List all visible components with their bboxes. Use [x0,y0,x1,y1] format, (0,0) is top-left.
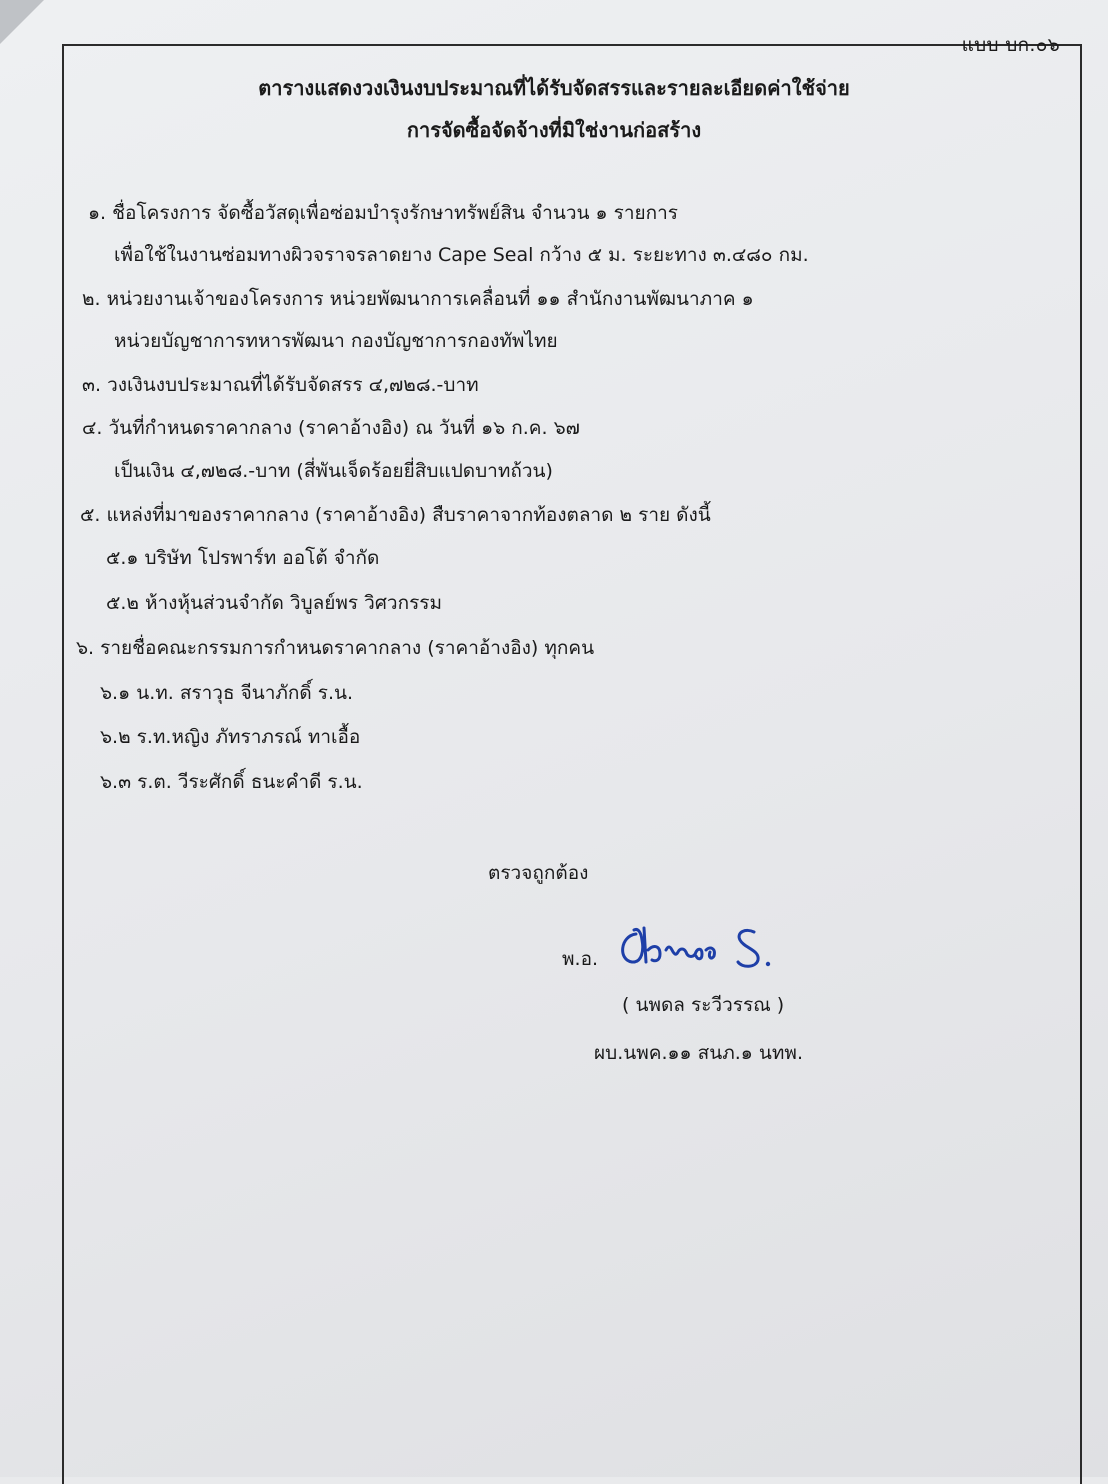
certification-text: ตรวจถูกต้อง [488,862,589,884]
item-5-price-sources: ๕. แหล่งที่มาของราคากลาง (ราคาอ้างอิง) สืบราคาจากท้องตลาด ๒ ราย ดังนี้ [80,504,711,526]
item-3-budget: ๓. วงเงินงบประมาณที่ได้รับจัดสรร ๔,๗๒๘.-บาท [82,374,479,396]
signer-name: ( นพดล ระวีวรรณ ) [622,994,785,1016]
handwritten-signature [614,920,784,980]
page-corner-shadow [0,0,44,44]
form-code: แบบ บก.๐๖ [961,34,1060,56]
signer-rank: พ.อ. [562,948,599,970]
document-title-line-2: การจัดซื้อจัดจ้างที่มิใช่งานก่อสร้าง [406,118,702,142]
item-4-reference-amount: เป็นเงิน ๔,๗๒๘.-บาท (สี่พันเจ็ดร้อยยี่สิบแปดบาทถ้วน) [114,460,553,482]
item-6-2-member: ๖.๒ ร.ท.หญิง ภัทราภรณ์ ทาเอื้อ [100,726,361,748]
item-2-owner-command: หน่วยบัญชาการทหารพัฒนา กองบัญชาการกองทัพไทย [114,330,558,352]
item-6-committee: ๖. รายชื่อคณะกรรมการกำหนดราคากลาง (ราคาอ้างอิง) ทุกคน [76,637,595,659]
item-6-1-member: ๖.๑ น.ท. สราวุธ จีนาภักดิ์ ร.น. [100,682,354,704]
item-2-owner-unit: ๒. หน่วยงานเจ้าของโครงการ หน่วยพัฒนาการเคลื่อนที่ ๑๑ สำนักงานพัฒนาภาค ๑ [82,288,754,310]
item-5-1-source: ๕.๑ บริษัท โปรพาร์ท ออโต้ จำกัด [106,547,380,569]
signer-position: ผบ.นพค.๑๑ สนภ.๑ นทพ. [594,1042,803,1064]
item-1-project-detail: เพื่อใช้ในงานซ่อมทางผิวจราจรลาดยาง Cape Seal กว้าง ๕ ม. ระยะทาง ๓.๔๘๐ กม. [114,244,809,266]
item-4-reference-price-date: ๔. วันที่กำหนดราคากลาง (ราคาอ้างอิง) ณ วันที่ ๑๖ ก.ค. ๖๗ [82,417,580,439]
item-6-3-member: ๖.๓ ร.ต. วีระศักดิ์ ธนะคำดี ร.น. [100,771,363,793]
item-5-2-source: ๕.๒ ห้างหุ้นส่วนจำกัด วิบูลย์พร วิศวกรรม [106,592,443,614]
document-title-line-1: ตารางแสดงวงเงินงบประมาณที่ได้รับจัดสรรและรายละเอียดค่าใช้จ่าย [258,76,850,100]
item-1-project-name: ๑. ชื่อโครงการ จัดซื้อวัสดุเพื่อซ่อมบำรุงรักษาทรัพย์สิน จำนวน ๑ รายการ [88,202,679,224]
